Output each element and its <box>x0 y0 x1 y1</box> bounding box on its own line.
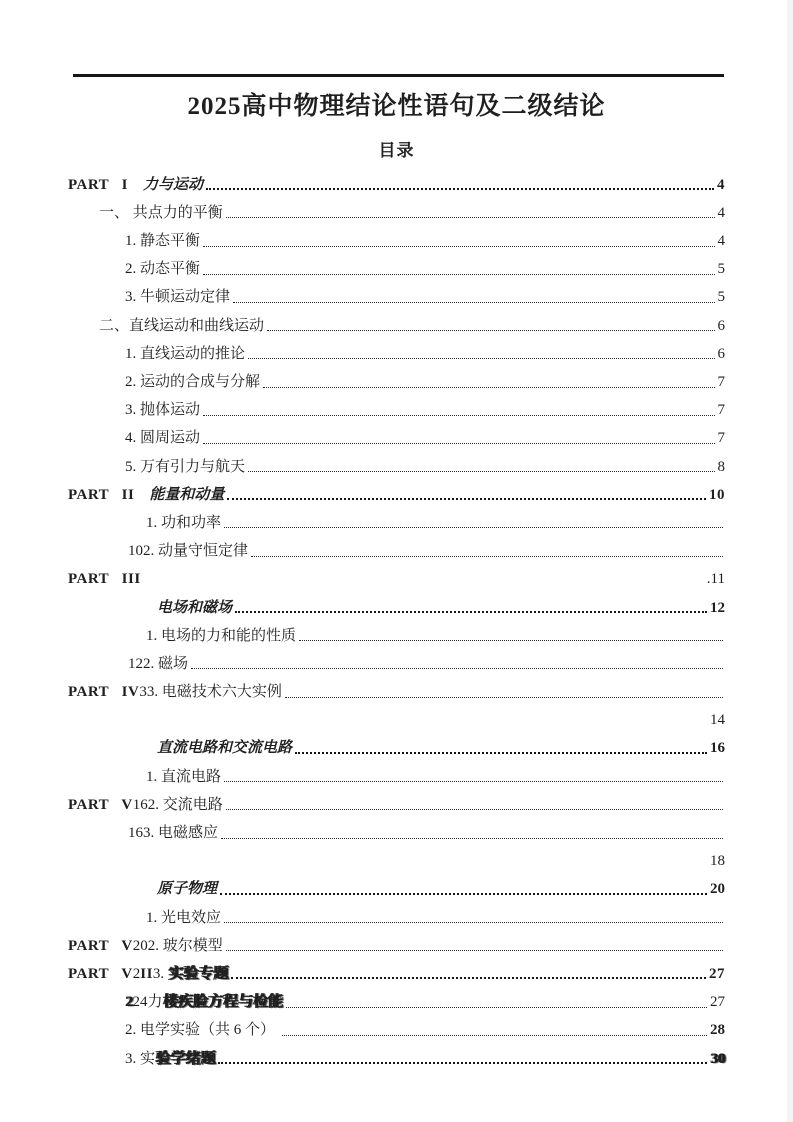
page-number: .11 <box>706 571 725 588</box>
toc-row[interactable] <box>68 846 725 874</box>
page-number: 18 <box>710 853 725 870</box>
toc-entry-label: 102. 动量守恒定律 <box>128 543 249 560</box>
toc-row[interactable] <box>68 479 725 507</box>
page-number: 27 <box>710 994 725 1011</box>
toc-row[interactable] <box>68 902 725 930</box>
page-number: 4 <box>717 176 725 193</box>
toc-heading: 目录 <box>378 141 415 160</box>
toc-row[interactable] <box>68 1015 725 1043</box>
toc-entry-label: 2. 动态平衡 <box>125 261 201 278</box>
page-number: 14 <box>710 712 725 729</box>
page-number: 20 <box>710 881 725 898</box>
toc-entry-label: PART III <box>68 571 141 588</box>
toc-entry-label: 二、直线运动和曲线运动 <box>99 317 265 334</box>
dot-leader <box>226 217 715 218</box>
dot-leader <box>295 752 707 754</box>
toc-row[interactable] <box>68 789 725 817</box>
toc-row[interactable] <box>68 930 725 958</box>
page-number: 30 <box>710 1050 725 1067</box>
toc-entry-label: 202. 玻尔模型 <box>132 937 223 954</box>
toc-row[interactable] <box>68 423 725 451</box>
dot-leader <box>263 387 714 388</box>
toc-entry-label: 1. 光电效应 <box>146 909 222 926</box>
toc-row[interactable] <box>68 1043 725 1071</box>
dot-leader <box>286 1007 707 1008</box>
toc-row[interactable] <box>68 225 725 253</box>
toc-row[interactable] <box>68 564 725 592</box>
toc-entry-label: 162. 交流电路 <box>132 796 223 813</box>
dot-leader <box>221 838 723 839</box>
toc-entry-label: 实验专题 <box>167 965 228 982</box>
dot-leader <box>203 415 714 416</box>
toc-row[interactable] <box>68 986 725 1014</box>
toc-entry-label: PART IV <box>68 684 140 701</box>
dot-leader <box>248 471 714 472</box>
toc-entry-label: 2. 电学实验（共 6 个） <box>125 1022 279 1039</box>
page-edge-shadow <box>787 0 793 1122</box>
toc-entry-label: II <box>140 965 153 982</box>
page-number: 7 <box>717 430 725 447</box>
document-title: 2025高中物理结论性语句及二级结论 <box>187 93 606 120</box>
toc-row[interactable] <box>68 338 725 366</box>
page-number: 6 <box>717 317 725 334</box>
page-number: 28 <box>710 1022 725 1039</box>
toc-row[interactable] <box>68 366 725 394</box>
page-number: 12 <box>710 599 725 616</box>
dot-leader <box>203 443 714 444</box>
toc-row[interactable] <box>68 395 725 423</box>
toc-entry-label: 能量和动量 <box>134 486 225 503</box>
dot-leader <box>224 922 723 923</box>
toc-row[interactable] <box>68 705 725 733</box>
toc-row[interactable] <box>68 535 725 563</box>
toc-entry-label: 24力 <box>132 994 163 1011</box>
dot-leader <box>203 274 714 275</box>
toc-row[interactable] <box>68 874 725 902</box>
page-number: 7 <box>717 374 725 390</box>
toc-entry-label: PART V <box>68 796 133 813</box>
dot-leader <box>285 697 723 698</box>
toc-entry-label: 直流电路和交流电路 <box>157 740 293 757</box>
toc-entry-label: 一、 共点力的平衡 <box>99 204 223 221</box>
toc-row[interactable] <box>68 817 725 845</box>
toc-row[interactable] <box>68 676 725 704</box>
toc-entry-label: 1. 直线运动的推论 <box>125 345 246 362</box>
toc-entry-label: 1. 电场的力和能的性质 <box>146 627 297 644</box>
dot-leader <box>267 330 714 331</box>
dot-leader <box>233 302 714 303</box>
toc-row[interactable] <box>68 958 725 986</box>
toc-row[interactable] <box>68 451 725 479</box>
toc-row[interactable] <box>68 310 725 338</box>
dot-leader <box>227 498 706 500</box>
dot-leader <box>191 668 723 669</box>
header-rule <box>73 74 724 77</box>
toc-entry-label: PART V <box>68 965 133 982</box>
dot-leader <box>226 809 723 810</box>
dot-leader <box>282 1035 707 1036</box>
toc-entry-label: 4. 圆周运动 <box>125 430 201 447</box>
toc-entry-label: 5. 万有引力与航天 <box>125 458 246 475</box>
toc-entry-label: 1. 功和功率 <box>146 514 222 531</box>
toc-entry-label: 3. 牛顿运动定律 <box>125 289 231 306</box>
dot-leader <box>203 246 714 247</box>
toc-entry-label: PART II <box>68 486 135 503</box>
toc-entry-label: 力与运动 <box>128 176 204 193</box>
toc-entry-label: 电场和磁场 <box>157 599 233 616</box>
page-number: 5 <box>717 261 725 278</box>
toc-row[interactable] <box>68 507 725 535</box>
table-of-contents <box>68 169 725 1071</box>
dot-leader <box>220 893 707 895</box>
toc-entry-label: 2. 运动的合成与分解 <box>125 374 261 390</box>
toc-entry-label: 163. 电磁感应 <box>128 825 219 841</box>
toc-entry-label: 3. 实 <box>125 1050 156 1067</box>
toc-entry-label: 2 <box>132 965 141 982</box>
dot-leader <box>231 977 706 979</box>
toc-entry-label: 3. 抛体运动 <box>125 402 201 419</box>
toc-entry-label: 1. 静态平衡 <box>125 233 201 250</box>
toc-entry-label: PART I <box>68 176 129 193</box>
toc-entry-label: 楼疾脸方程与检能 <box>162 994 283 1011</box>
toc-entry-label: 3. <box>152 965 168 982</box>
toc-row[interactable] <box>68 169 725 197</box>
dot-leader <box>251 556 723 557</box>
dot-leader <box>299 640 723 641</box>
toc-row[interactable] <box>68 733 725 761</box>
toc-row[interactable] <box>68 648 725 676</box>
page-number: 27 <box>709 965 725 982</box>
toc-entry-label: 33. 电磁技术六大实例 <box>139 684 282 701</box>
dot-leader <box>224 527 723 528</box>
dot-leader <box>226 950 723 951</box>
dot-leader <box>248 358 714 359</box>
toc-entry-label: PART V <box>68 937 133 954</box>
dot-leader <box>206 188 714 190</box>
toc-row[interactable] <box>68 282 725 310</box>
page-number: 4 <box>717 204 725 221</box>
toc-row[interactable] <box>68 197 725 225</box>
page-number: 8 <box>717 458 725 475</box>
toc-entry-label: 1. 直流电路 <box>146 768 222 785</box>
page-number: 16 <box>710 740 725 757</box>
toc-entry-label: 验学绪题 <box>155 1050 216 1067</box>
toc-row[interactable] <box>68 592 725 620</box>
toc-entry-label: 122. 磁场 <box>128 655 189 672</box>
toc-entry-label: 原子物理 <box>157 881 218 898</box>
page-number: 5 <box>717 289 725 306</box>
toc-row[interactable] <box>68 620 725 648</box>
page-number: 10 <box>709 486 725 503</box>
toc-row[interactable] <box>68 761 725 789</box>
page-number: 4 <box>717 233 725 250</box>
toc-row[interactable] <box>68 254 725 282</box>
page-number: 7 <box>717 402 725 419</box>
dot-leader <box>224 781 723 782</box>
page-number: 6 <box>717 345 725 362</box>
toc-entry-label: 2 <box>125 994 133 1011</box>
dot-leader <box>218 1062 707 1064</box>
dot-leader <box>235 611 707 613</box>
